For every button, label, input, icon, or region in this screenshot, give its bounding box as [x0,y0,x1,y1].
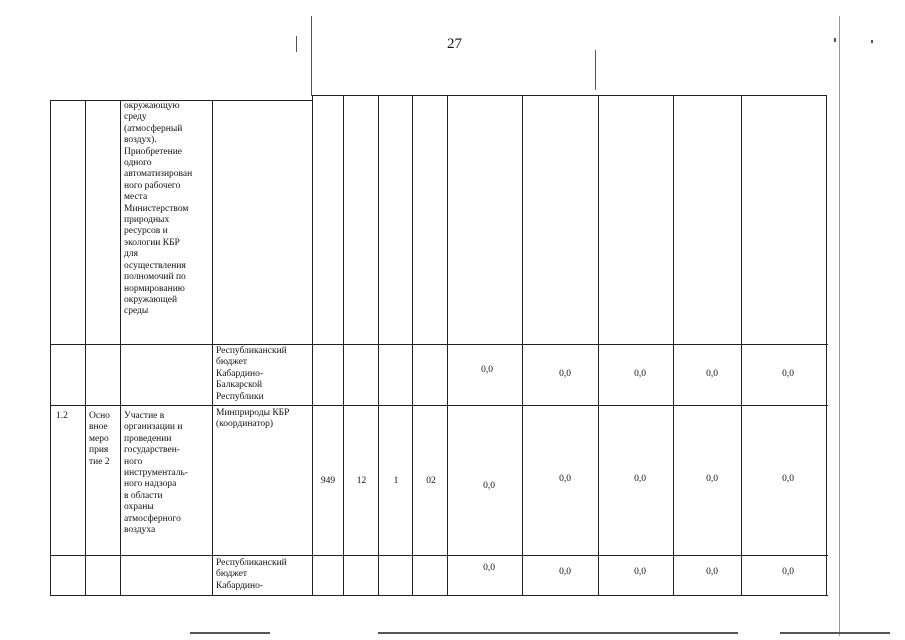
row-3-value-5: 0,0 [782,567,794,577]
row-2-value-1: 0,0 [483,481,495,491]
row-2-type: Осно вное меро прия тие 2 [89,411,110,467]
page-number: 27 [447,36,462,52]
row-3-value-1: 0,0 [483,563,495,573]
row-1-value-5: 0,0 [782,369,794,379]
row-2-code-4: 02 [426,476,436,486]
row-2-value-4: 0,0 [706,474,718,484]
row-3-executor: Республиканский бюджет Кабардино- [216,558,287,591]
row-2-description: Участие в организации и проведении государствен- ного инструменталь- ного надзора в области охраны атмосферного воздуха [124,411,189,536]
row-2-code-2: 12 [356,476,367,486]
row-3-value-2: 0,0 [559,567,571,577]
row-2-id: 1.2 [56,411,68,421]
row-2-code-3: 1 [393,476,399,486]
row-1-value-4: 0,0 [706,369,718,379]
row-1-executor: Республиканский бюджет Кабардино- Балкарской Республики [216,346,287,402]
row-2-executor: Минприроды КБР (координатор) [216,408,290,430]
row-3-value-3: 0,0 [634,567,646,577]
row-1-value-3: 0,0 [634,369,646,379]
row-2-code-1: 949 [320,476,336,486]
row-1-value-2: 0,0 [559,369,571,379]
row-1-value-1: 0,0 [481,365,493,375]
row-2-value-2: 0,0 [559,474,571,484]
row-2-value-3: 0,0 [634,474,646,484]
row-3-value-4: 0,0 [706,567,718,577]
row-2-value-5: 0,0 [782,474,794,484]
row-0-description: окружающую среду (атмосферный воздух). Приобретение одного автоматизирован ного рабочего места Министерством природных ресурсов и экологии КБР для осуществления полномочий по нормированию окружающей среды [124,101,193,317]
